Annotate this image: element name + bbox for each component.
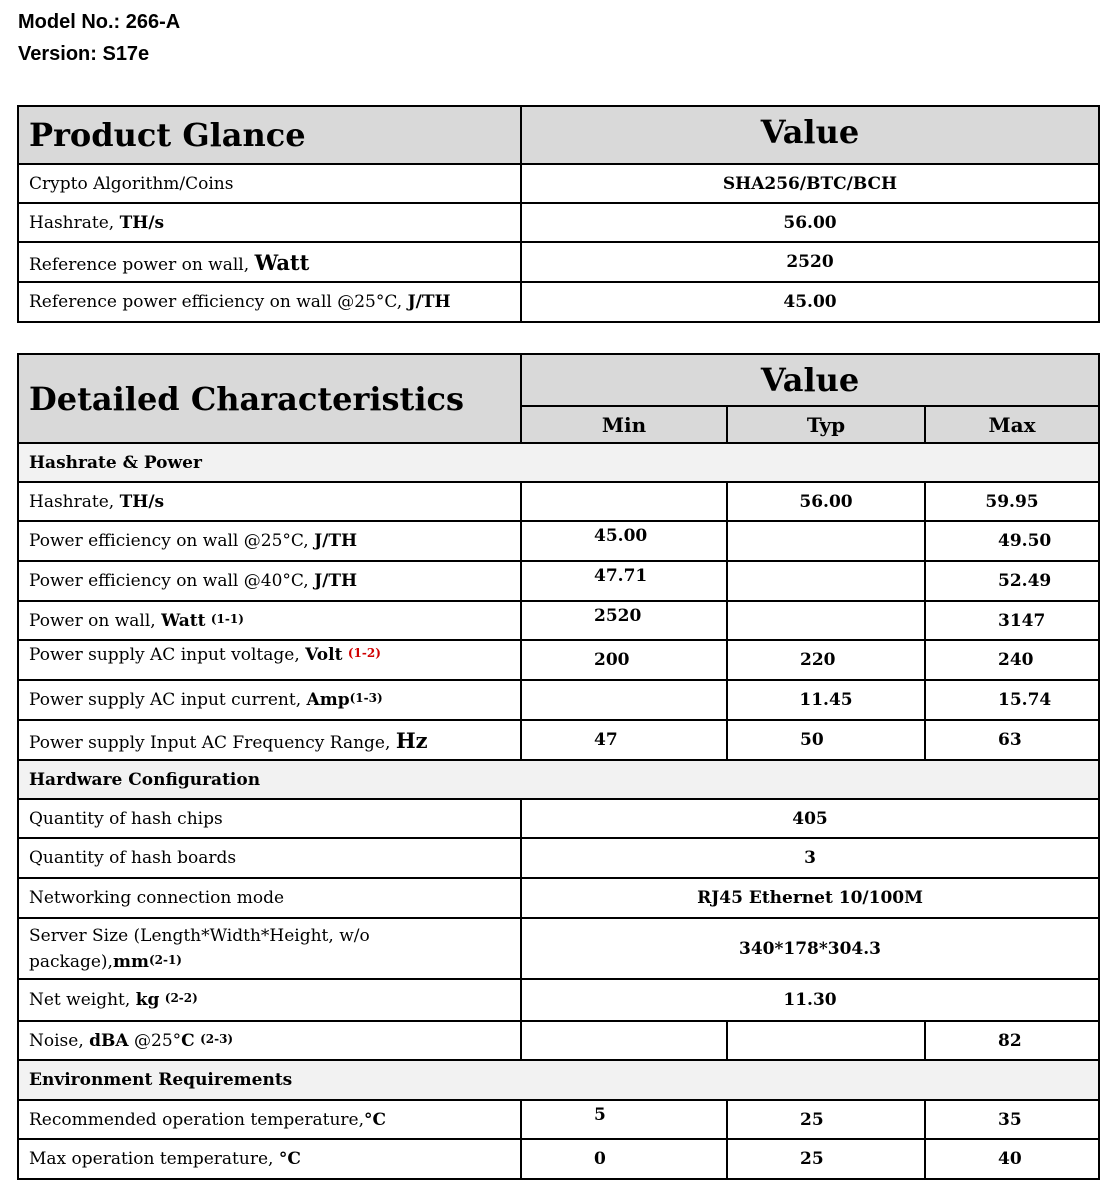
row-label: Quantity of hash chips: [18, 799, 521, 838]
table-row: [18, 799, 1099, 838]
value-typ: 56.00: [727, 482, 925, 521]
value-max: 35: [925, 1100, 1099, 1139]
value-min: 5: [521, 1100, 727, 1139]
table-row: [18, 1100, 1099, 1139]
footnote-ref: (2-1): [148, 952, 182, 967]
value-max: 82: [925, 1021, 1099, 1060]
table-row: [18, 482, 1099, 521]
value-min: 47: [521, 720, 727, 760]
value-max: 52.49: [925, 561, 1099, 601]
section-environment-requirements: Environment Requirements: [18, 1060, 1099, 1100]
value-max: 59.95: [925, 482, 1099, 521]
row-label: Reference power efficiency on wall @25°C, J/TH: [18, 282, 521, 322]
footnote-ref: (1-1): [210, 611, 244, 626]
table-row: [18, 203, 1099, 242]
row-value: 2520: [521, 242, 1099, 282]
row-label: Power supply AC input voltage, Volt $^{(1-2)}$: [18, 640, 521, 680]
version-number: Version: S17e: [18, 43, 150, 65]
table-row: [18, 640, 1099, 680]
footnote-ref: (1-2): [347, 646, 381, 660]
glance-value-header: Value: [521, 106, 1099, 164]
row-value: 11.30: [521, 979, 1099, 1021]
row-label: Power efficiency on wall @40°C, J/TH: [18, 561, 521, 601]
value-min: [521, 1021, 727, 1060]
glance-title: Product Glance: [18, 106, 521, 164]
row-label: Power supply Input AC Frequency Range, Hz: [18, 720, 521, 760]
value-min: 0: [521, 1139, 727, 1179]
row-label: Networking connection mode: [18, 878, 521, 918]
detailed-value-header: Value: [521, 354, 1099, 406]
column-header-typ: Typ: [727, 406, 925, 443]
value-typ: [727, 561, 925, 601]
value-max: 63: [925, 720, 1099, 760]
value-min: 2520: [521, 601, 727, 640]
table-row: [18, 979, 1099, 1021]
table-row: [18, 720, 1099, 760]
column-header-min: Min: [521, 406, 727, 443]
model-number: Model No.: 266-A: [18, 11, 181, 33]
row-label: Reference power on wall, Watt: [18, 242, 521, 282]
value-typ: 50: [727, 720, 925, 760]
row-label: Power efficiency on wall @25°C, J/TH: [18, 521, 521, 561]
detailed-title: Detailed Characteristics: [18, 354, 521, 443]
value-min: [521, 680, 727, 720]
product-glance-table: [17, 105, 1100, 323]
value-min: 45.00: [521, 521, 727, 561]
row-label: Hashrate, TH/s: [18, 203, 521, 242]
value-typ: [727, 1021, 925, 1060]
row-value: RJ45 Ethernet 10/100M: [521, 878, 1099, 918]
table-row: [18, 164, 1099, 203]
row-label: Quantity of hash boards: [18, 838, 521, 878]
table-row: [18, 918, 1099, 979]
section-hashrate-power: Hashrate & Power: [18, 443, 1099, 482]
table-row: [18, 242, 1099, 282]
table-row: [18, 1139, 1099, 1179]
value-typ: 220: [727, 640, 925, 680]
table-row: [18, 561, 1099, 601]
value-typ: 25: [727, 1139, 925, 1179]
row-value: 56.00: [521, 203, 1099, 242]
value-max: 3147: [925, 601, 1099, 640]
value-typ: 11.45: [727, 680, 925, 720]
row-label: Noise, dBA @25°C $^{(2-3)}$: [18, 1021, 521, 1060]
column-header-max: Max: [925, 406, 1099, 443]
table-row: [18, 680, 1099, 720]
table-row: [18, 282, 1099, 322]
row-label: Recommended operation temperature,°C: [18, 1100, 521, 1139]
row-value: SHA256/BTC/BCH: [521, 164, 1099, 203]
row-label: Max operation temperature, °C: [18, 1139, 521, 1179]
value-typ: [727, 601, 925, 640]
footnote-ref: (2-3): [200, 1031, 234, 1046]
table-row: [18, 838, 1099, 878]
value-max: 49.50: [925, 521, 1099, 561]
value-min: 47.71: [521, 561, 727, 601]
table-row: [18, 601, 1099, 640]
footnote-ref: (1-3): [349, 691, 383, 705]
detailed-characteristics-table: [17, 353, 1100, 1180]
value-min: [521, 482, 727, 521]
footnote-ref: (2-2): [164, 991, 198, 1005]
row-label: Power supply AC input current, Amp$^{(1-3)}$: [18, 680, 521, 720]
table-row: [18, 521, 1099, 561]
row-label: Crypto Algorithm/Coins: [18, 164, 521, 203]
value-max: 240: [925, 640, 1099, 680]
section-hardware-configuration: Hardware Configuration: [18, 760, 1099, 799]
value-min: 200: [521, 640, 727, 680]
row-label: Power on wall, Watt $^{(1-1)}$: [18, 601, 521, 640]
row-value: 45.00: [521, 282, 1099, 322]
value-max: 40: [925, 1139, 1099, 1179]
row-label: Net weight, kg $^{(2-2)}$: [18, 979, 521, 1021]
table-row: [18, 1021, 1099, 1060]
value-typ: [727, 521, 925, 561]
value-max: 15.74: [925, 680, 1099, 720]
row-value: 3: [521, 838, 1099, 878]
value-typ: 25: [727, 1100, 925, 1139]
row-label: Hashrate, TH/s: [18, 482, 521, 521]
table-row: [18, 878, 1099, 918]
row-label: Server Size (Length*Width*Height, w/o $package),mm^{(2-1)}$: [18, 918, 521, 979]
row-value: 340*178*304.3: [521, 918, 1099, 979]
row-value: 405: [521, 799, 1099, 838]
